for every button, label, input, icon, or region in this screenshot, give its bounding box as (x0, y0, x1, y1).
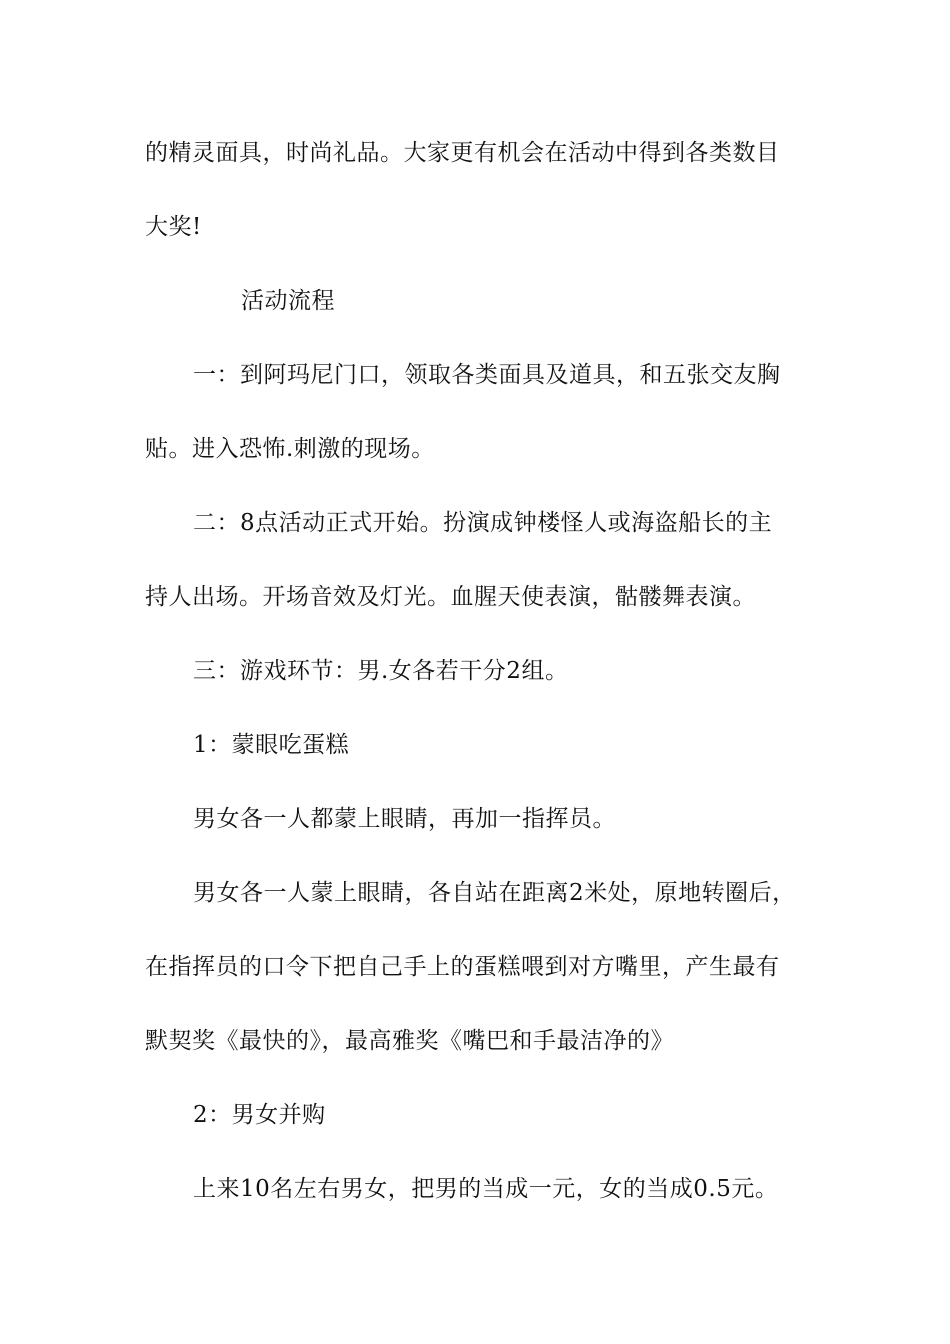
paragraph-line: 在指挥员的口令下把自己手上的蛋糕喂到对方嘴里，产生最有 (145, 954, 780, 980)
paragraph-line: 二：8点活动正式开始。扮演成钟楼怪人或海盗船长的主 (193, 510, 773, 536)
paragraph-line: 的精灵面具，时尚礼品。大家更有机会在活动中得到各类数目 (145, 140, 780, 166)
subheading-line: 2：男女并购 (193, 1102, 326, 1128)
paragraph-line: 大奖! (145, 214, 202, 240)
paragraph-line: 男女各一人蒙上眼睛，各自站在距离2米处，原地转圈后， (193, 880, 796, 906)
paragraph-line: 男女各一人都蒙上眼睛，再加一指挥员。 (193, 806, 616, 832)
subheading-line: 1：蒙眼吃蛋糕 (193, 732, 350, 758)
paragraph-line: 贴。进入恐怖.刺激的现场。 (145, 436, 435, 462)
paragraph-line: 一：到阿玛尼门口，领取各类面具及道具，和五张交友胸 (193, 362, 781, 388)
paragraph-line: 三：游戏环节：男.女各若干分2组。 (193, 658, 569, 684)
paragraph-line: 上来10名左右男女，把男的当成一元，女的当成0.5元。 (193, 1176, 779, 1202)
paragraph-line: 默契奖《最快的》，最高雅奖《嘴巴和手最洁净的》 (145, 1028, 674, 1054)
paragraph-line: 持人出场。开场音效及灯光。血腥天使表演，骷髅舞表演。 (145, 584, 756, 610)
section-heading: 活动流程 (241, 288, 335, 314)
